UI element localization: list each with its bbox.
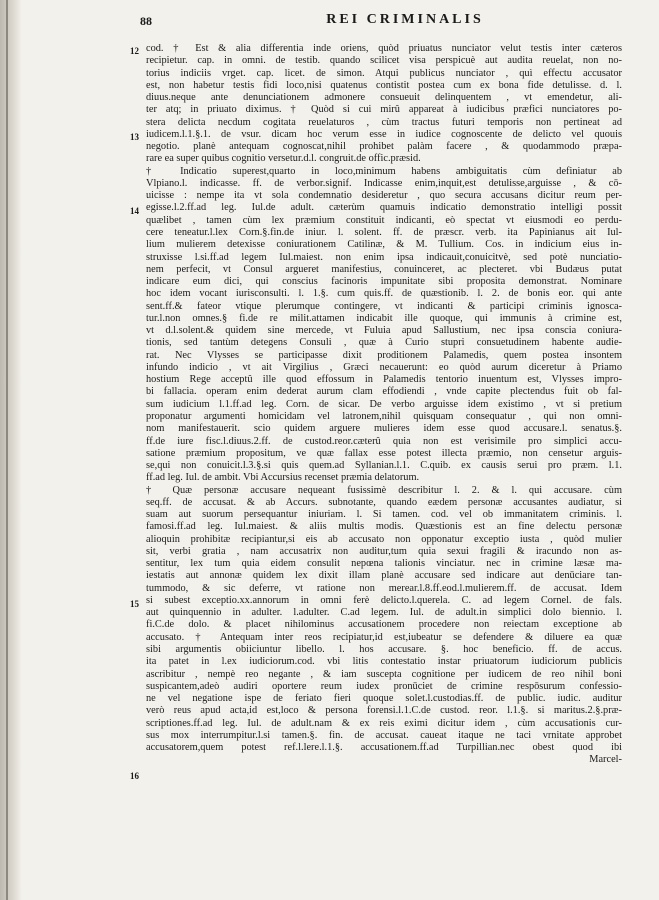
text-line: ter atq; in priuato diximus. † Quòd si cui mirû appareat à iudicibus præfici nunciatores po- (146, 104, 622, 116)
text-line: famosi.ff.ad leg. Iul.maiest. & aliis multis modis. Quæstionis est an fine delectu personæ (146, 521, 622, 533)
text-line: quælibet , tamen cùm lex præmium constituit indicanti, eò spectat vt eiusmodi eo perdu- (146, 214, 622, 226)
text-line: vt d.l.solent.& quidem sine mercede, vt Fuluia apud Sallustium, nec ipsa conscia coniura- (146, 325, 622, 337)
text-line: accusatorem,quem potest ref.l.lere.l.1.§. accusationem.ff.ad Turpillian.nec obest quod ibi (146, 742, 622, 754)
text-line: tionis, sed tantùm detegens Consuli , quæ à Curio stupri consuetudinem habente audie- (146, 337, 622, 349)
text-line: Marcel- (589, 754, 622, 766)
text-line: † Indicatio superest,quarto in loco,minimum habens ambiguitatis cùm definiatur ab (146, 165, 622, 177)
text-line: suspicantem,adeò audiri oportere reum iudex pronūciet de crimine respōsurum confessio- (146, 680, 622, 692)
text-line: † Quæ personæ accusare nequeant fusissimè describitur l. 2. & l. qui accusare. cùm (146, 484, 622, 496)
text-line: est, non habetur testis fidi loco,nisi quatenus contistit postea cum ex bona fide detulisse. d. l. (146, 79, 622, 91)
text-line: satione præmium propositum, ve quæ fallax esse potest illecta præmio, non censetur arguis- (146, 447, 622, 459)
text-line: iestatis aut annonæ quidem lex dixit illam planè accusare sed indicare aut denūciare tan- (146, 570, 622, 582)
text-line: ita patet in l.ex iudiciorum.cod. vbi litis contestatio instar priuatorum iudiciorum publicis (146, 656, 622, 668)
text-line: scriptiones.ff.ad leg. Iul. de adult.nam & ex reis eximi dicitur idem , cùm accusationis cur- (146, 717, 622, 729)
text-line: sus mox interrumpitur.l.si tamen.§. fin. de accusat. caueat itaque ne taci vrnitate approbet (146, 729, 622, 741)
text-line: cere teneatur.l.lex Corn.§.fin.de iniur. l. solent. ff. de præscr. verb. ita Papinianus ait Iul- (146, 226, 622, 238)
text-line: ne vel negatione ispe de feriato fieri quoque solet.l.custodias.ff. de public. iudic. auditur (146, 693, 622, 705)
margin-section-number: 16 (130, 770, 139, 781)
text-line: negotio. planè antequam cognoscat,nihil prohibet palàm facere , & quodammodo præpa- (146, 141, 622, 153)
text-line: nem perfecit, vt Consul argueret manifestius, conuinceret, ac plecteret. vbi Budæus putat (146, 263, 622, 275)
text-line: infundo indicio , vt ait Virgilius , Græci necauerunt: eo quòd aurum diceretur à Priamo (146, 361, 622, 373)
text-line: diuus.neque ante denunciationem admonere consueuit delinquentem , vt emendetur, ali- (146, 92, 622, 104)
text-line: tur.l.non omnes.§ fi.de re milit.attamen indicabit ille quoque, qui immunis à crimine est, (146, 312, 622, 324)
text-line: recipietur. cap. in omni. de testib. quando scilicet visa perspicuè aut audita reuelat, non no- (146, 55, 622, 67)
margin-section-number: 13 (130, 131, 139, 142)
text-line: accusato. † Antequam inter reos recipiatur,id est,iubeatur se defendere & diluere ea quæ (146, 631, 622, 643)
margin-section-number: 14 (130, 205, 139, 216)
text-line: cod. † Est & alia differentia inde oriens, quòd priuatus nunciator velut testis inter cæteros (146, 43, 622, 54)
page-header (140, 8, 610, 32)
text-line: si subest exceptio.xx.annorum in omni ferè delicto.l.querela. C. ad legem Cornel. de fals. (146, 594, 622, 606)
text-line: hoc idem vocant iurisconsulti. l. 1.§. cum quis.ff. de quæstionib. l. 2. de bonis eor. qui ante (146, 288, 622, 300)
text-line: indicare eum dici, qui conscius facinoris impunitate sibi proposita demonstrat. Nominare (146, 276, 622, 288)
page-binding-edge (0, 0, 22, 900)
text-line: iudicem.l.1.§.1. de vsur. dicam hoc verum esse in iudice cognoscente de delicto vel quouis (146, 128, 622, 140)
text-line: sentitur, lex tum quia eidem consulit nepœna talionis vinciatur. nec in crimine læsæ ma- (146, 558, 622, 570)
text-line: fi.C.de dolo. & placet nihilominus accusationem procedere non reiectam exceptione ab (146, 619, 622, 631)
text-line: alioquin prohibitæ recipiantur,si eis ab accusato non opponatur exceptio iusta , quòd mulier (146, 533, 622, 545)
text-line: se,qui non conuicit.l.3.§.si quis quem.ad Syllanian.l.1. C.quib. ex causis serui pro præm. l.1. (146, 460, 622, 472)
text-line: stera delicta necdum cogitata reuelaturos , cùm tractus futuri temporis non pertineat ad (146, 116, 622, 128)
text-line: sent.ff.& fateor vtique plerumque contingere, vt indicanti & participi criminis ignosca- (146, 300, 622, 312)
text-line: aut quinquennio in adulter. l.adulter. C.ad legem. Iul. de adult.in simplici dolo biennio. l. (146, 607, 622, 619)
text-line: rat. Nec Vlysses se participasse dixit proditionem Palamedis, quem postea insontem (146, 349, 622, 361)
running-title: REI CRIMINALIS (326, 12, 484, 27)
text-line: bi fallacia. operam enim dederat aurum clam effodiendi , vnde capite plectendus fuit ob fal- (146, 386, 622, 398)
text-line: proponatur argumenti homicidam vel latronem,nihil quisquam consequatur , qui non omni- (146, 410, 622, 422)
text-line: struxisse l.si.ff.ad legem Iul.maiest. non enim ipsa indicauit,conuicitvè, sed potè nunciatio- (146, 251, 622, 263)
text-line: ff.de iure fisc.l.diuus.2.ff. de custod.reor.cæterû quia non est verisimile pro simplici accu- (146, 435, 622, 447)
text-line: sit, verbi gratia , nam accusatrix non auditur,tum quia sexui fragili & iracundo non as- (146, 545, 622, 557)
text-line: rare ea super quibus cognitio versetur.d.l. congruit.de offic.præsid. (146, 153, 421, 165)
text-line: ff.ad leg. Iul. de ambit. Vbi Accursius recenset præmia delatorum. (146, 472, 420, 484)
folio-number: 88 (140, 14, 152, 28)
margin-section-number: 15 (130, 598, 139, 609)
text-line: ascribitur , nempè reo negante , & iam suscepta cognitione per iudicem de reo nihil boni (146, 668, 622, 680)
text-line: nom manifestauerit. scio quidem arguere mulieres idem esse quod accusare.l. senatus.§. (146, 423, 622, 435)
text-line: lium mulierem detexisse coniurationem Catilinæ, & M. Tullium. Cos. in indicium eius in- (146, 239, 622, 251)
text-line: Vlpiano.l. indicasse. ff. de verbor.signif. Indicasse enim,inquit,est detulisse,arguisse , & cō- (146, 177, 622, 189)
text-line: verò reus apud acta,id est,loco & persona forensi.l.1.C.de custod. reor. l.1.§. si maritus.2.§.præ- (146, 705, 622, 717)
text-line: suam aut suorum persequantur iniuriam. l. Si tamen. cod. vel ob immanitatem criminis. l. (146, 509, 622, 521)
text-line: seq.ff. de accusat. & ab Accurs. subnotante, quando eædem personæ accusantes audiatur, si (146, 496, 622, 508)
text-line: egisse.l.2.ff.ad leg. Iul.de adult. cæterùm quamuis indicatio demonstratio intelligi possit (146, 202, 622, 214)
body-text (146, 43, 622, 767)
text-line: tummodo, & sic deferre, vt ratione non merear.l.8.ff.eod.l.mulierem.ff. de accusat. Idem (146, 582, 622, 594)
text-line: sum iudicium l.1.ff.ad leg. Corn. de sicar. De verbo arguisse idem existimo , vt si pretium (146, 398, 622, 410)
text-line: hostium Rege acceptû ille quod effossum in Palamedis tentorio inuentum est, Vlysses impro- (146, 374, 622, 386)
text-line: uicisse : nempe ita vt sola condemnatio desideretur , quo secura accusans dicitur reum per- (146, 190, 622, 202)
text-line: torius indiciis vrget. cap. licet. de simon. Atqui publicus nunciator , quì effectu accusator (146, 67, 622, 79)
text-line: sibi argumentis obiiciuntur libello. l. hos accusare. §. hoc beneficio. ff. de accus. (146, 644, 622, 656)
margin-section-number: 12 (130, 46, 139, 56)
